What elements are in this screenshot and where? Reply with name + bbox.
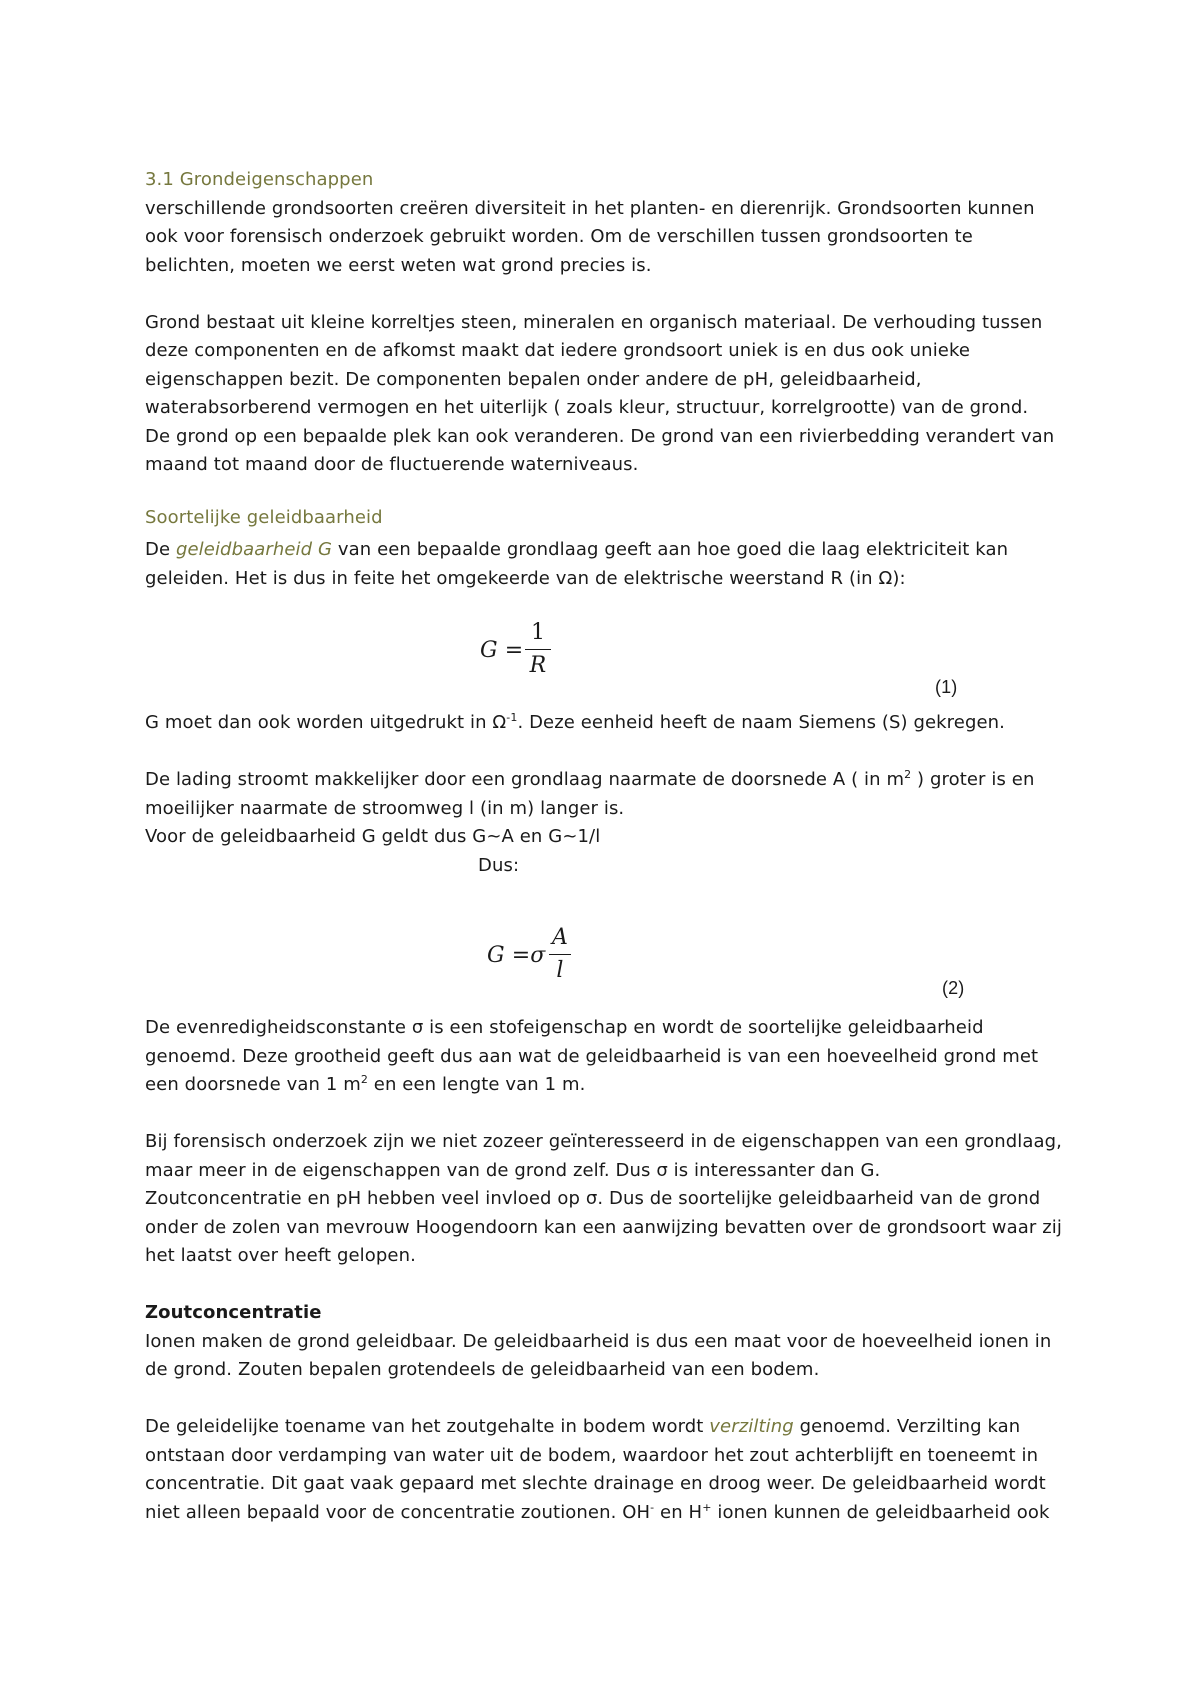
superscript: 2 bbox=[904, 768, 912, 781]
superscript: + bbox=[702, 1500, 712, 1514]
text-fragment: van een bepaalde grondlaag geeft aan hoe goed die laag elektriciteit kan bbox=[332, 539, 1009, 560]
equation-1-lhs: G = bbox=[480, 638, 524, 663]
composition-line: De grond op een bepaalde plek kan ook veranderen. De grond van een rivierbedding verandert van bbox=[145, 425, 1055, 447]
text-fragment: niet alleen bepaald voor de concentratie zoutionen. OH bbox=[145, 1501, 651, 1523]
salinization-line: concentratie. Dit gaat vaak gepaard met slechte drainage en droog weer. De geleidbaarheid wordt bbox=[145, 1473, 1046, 1494]
superscript: -1 bbox=[506, 711, 518, 724]
text-fragment: ) groter is en bbox=[911, 769, 1035, 790]
intro-line: ook voor forensisch onderzoek gebruikt worden. Om de verschillen tussen grondsoorten te bbox=[145, 226, 973, 247]
superscript: - bbox=[650, 1500, 655, 1514]
equation-1-denominator: R bbox=[529, 653, 547, 678]
text-fragment: een doorsnede van 1 m bbox=[145, 1074, 361, 1095]
composition-line: waterabsorberend vermogen en het uiterlijk ( zoals kleur, structuur, korrelgrootte) van de grond. bbox=[145, 397, 1029, 418]
equation-2-denominator: l bbox=[556, 958, 564, 983]
equation-2-lhs: G =σ bbox=[487, 943, 546, 968]
flow-line: moeilijker naarmate de stroomweg l (in m) langer is. bbox=[145, 797, 625, 819]
equation-2-fraction bbox=[549, 922, 571, 987]
text-fragment: G moet dan ook worden uitgedrukt in Ω bbox=[145, 712, 507, 733]
composition-line: maand tot maand door de fluctuerende waterniveaus. bbox=[145, 454, 639, 475]
sigma-line bbox=[145, 1071, 1065, 1100]
dus-label: Dus: bbox=[478, 854, 520, 876]
text-fragment: ionen kunnen de geleidbaarheid ook bbox=[711, 1501, 1050, 1523]
section-title: 3.1 Grondeigenschappen bbox=[145, 169, 374, 190]
salinization-line bbox=[145, 1499, 1065, 1528]
equation-2-number: (2) bbox=[942, 978, 965, 998]
text-fragment: . Deze eenheid heeft de naam Siemens (S) gekregen. bbox=[517, 712, 1005, 733]
equation-1 bbox=[145, 593, 1065, 705]
sigma-line: genoemd. Deze grootheid geeft dus aan wat de geleidbaarheid is van een hoeveelheid grond met bbox=[145, 1045, 1039, 1067]
equation-1-numerator: 1 bbox=[530, 620, 546, 645]
salt-line: de grond. Zouten bepalen grotendeels de geleidbaarheid van een bodem. bbox=[145, 1359, 820, 1380]
term-verzilting: verzilting bbox=[709, 1416, 794, 1437]
forensic-line: Bij forensisch onderzoek zijn we niet zozeer geïnteresseerd in de eigenschappen van een grondlaag, bbox=[145, 1131, 1062, 1152]
document-page bbox=[145, 166, 1065, 1527]
salinization-line bbox=[145, 1413, 1065, 1442]
text-fragment: genoemd. Verzilting kan bbox=[793, 1416, 1021, 1437]
salt-heading: Zoutconcentratie bbox=[145, 1302, 322, 1323]
forensic-line: maar meer in de eigenschappen van de grond zelf. Dus σ is interessanter dan G. bbox=[145, 1159, 881, 1181]
forensic-line: het laatst over heeft gelopen. bbox=[145, 1245, 416, 1266]
unit-line bbox=[145, 709, 1065, 738]
composition-line: Grond bestaat uit kleine korreltjes steen, mineralen en organisch materiaal. De verhouding tussen bbox=[145, 311, 1043, 333]
text-fragment: De geleidelijke toename van het zoutgehalte in bodem wordt bbox=[145, 1416, 710, 1437]
composition-line: deze componenten en de afkomst maakt dat iedere grondsoort uniek is en dus ook unieke bbox=[145, 340, 971, 361]
equation-2 bbox=[145, 880, 1065, 1006]
intro-line: verschillende grondsoorten creëren diversiteit in het planten- en dierenrijk. Grondsoorten kunnen bbox=[145, 197, 1035, 219]
forensic-line: Zoutconcentratie en pH hebben veel invloed op σ. Dus de soortelijke geleidbaarheid van de grond bbox=[145, 1188, 1041, 1209]
text-fragment: en een lengte van 1 m. bbox=[367, 1074, 586, 1095]
conductivity-heading: Soortelijke geleidbaarheid bbox=[145, 506, 383, 528]
text-fragment: De bbox=[145, 539, 176, 560]
equation-1-fraction bbox=[525, 617, 551, 682]
salt-line: Ionen maken de grond geleidbaar. De geleidbaarheid is dus een maat voor de hoeveelheid ionen in bbox=[145, 1330, 1052, 1352]
conductivity-definition-line2: geleiden. Het is dus in feite het omgekeerde van de elektrische weerstand R (in Ω): bbox=[145, 567, 906, 589]
intro-line: belichten, moeten we eerst weten wat grond precies is. bbox=[145, 254, 652, 276]
text-fragment: De lading stroomt makkelijker door een grondlaag naarmate de doorsnede A ( in m bbox=[145, 769, 905, 790]
forensic-line: onder de zolen van mevrouw Hoogendoorn kan een aanwijzing bevatten over de grondsoort waar zij bbox=[145, 1216, 1062, 1238]
flow-line bbox=[145, 766, 1065, 795]
conductivity-definition bbox=[145, 536, 1065, 565]
equation-2-numerator: A bbox=[552, 925, 568, 950]
sigma-line: De evenredigheidsconstante σ is een stofeigenschap en wordt de soortelijke geleidbaarheid bbox=[145, 1017, 984, 1038]
salinization-line: ontstaan door verdamping van water uit de bodem, waardoor het zout achterblijft en toeneemt in bbox=[145, 1444, 1039, 1466]
flow-line: Voor de geleidbaarheid G geldt dus G~A en G~1/l bbox=[145, 826, 601, 847]
superscript: 2 bbox=[360, 1073, 368, 1086]
equation-1-number: (1) bbox=[935, 677, 958, 697]
term-geleidbaarheid: geleidbaarheid G bbox=[175, 539, 333, 560]
composition-line: eigenschappen bezit. De componenten bepalen onder andere de pH, geleidbaarheid, bbox=[145, 368, 922, 390]
text-fragment: en H bbox=[654, 1501, 703, 1523]
